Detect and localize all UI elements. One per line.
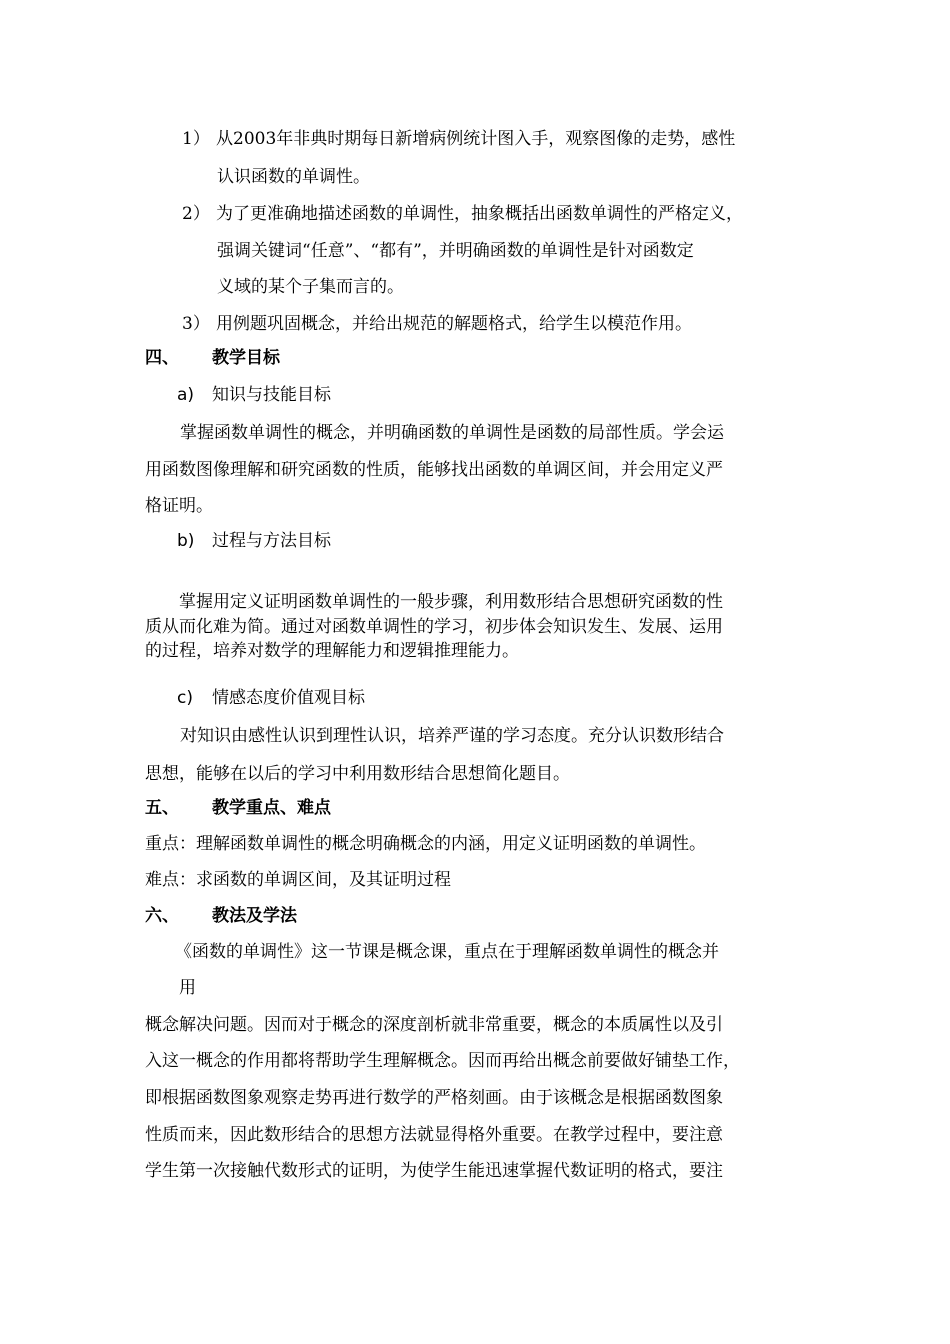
section-6-paragraph-line-3: 概念解决问题。因而对于概念的深度剖析就非常重要，概念的本质属性以及引 <box>145 1015 723 1035</box>
subsection-a-paragraph-line-1: 掌握函数单调性的概念，并明确函数的单调性是函数的局部性质。学会运 <box>180 423 724 443</box>
section-6-paragraph-line-5: 即根据函数图象观察走势再进行数学的严格刻画。由于该概念是根据函数图象 <box>145 1088 723 1108</box>
section-6-paragraph-line-6: 性质而来，因此数形结合的思想方法就显得格外重要。在教学过程中，要注意 <box>145 1125 723 1145</box>
key-point-text: 重点：理解函数单调性的概念明确概念的内涵，用定义证明函数的单调性。 <box>145 834 706 854</box>
section-4-title: 教学目标 <box>212 348 280 368</box>
subsection-b-title: 过程与方法目标 <box>212 531 331 551</box>
subsection-a-label: a) <box>177 385 195 405</box>
list-item-1-line-1: 从2003年非典时期每日新增病例统计图入手，观察图像的走势，感性 <box>216 129 736 149</box>
list-item-2-line-1: 为了更准确地描述函数的单调性，抽象概括出函数单调性的严格定义， <box>216 204 743 224</box>
section-6-paragraph-line-1: 《函数的单调性》这一节课是概念课，重点在于理解函数单调性的概念并 <box>175 942 719 962</box>
section-6-paragraph-line-2: 用 <box>179 978 196 998</box>
subsection-b-paragraph-line-3: 的过程，培养对数学的理解能力和逻辑推理能力。 <box>145 641 519 661</box>
subsection-c-paragraph-line-2: 思想，能够在以后的学习中利用数形结合思想简化题目。 <box>145 764 570 784</box>
subsection-b-label: b) <box>177 531 195 551</box>
subsection-c-paragraph-line-1: 对知识由感性认识到理性认识，培养严谨的学习态度。充分认识数形结合 <box>180 726 724 746</box>
list-item-1-line-2: 认识函数的单调性。 <box>217 167 370 187</box>
list-item-2-line-2: 强调关键词“任意”、“都有”，并明确函数的单调性是针对函数定 <box>217 241 694 261</box>
list-item-3-line-1: 用例题巩固概念，并给出规范的解题格式，给学生以模范作用。 <box>216 314 692 334</box>
section-6-title: 教法及学法 <box>212 906 297 926</box>
section-6-paragraph-line-4: 入这一概念的作用都将帮助学生理解概念。因而再给出概念前要做好铺垫工作， <box>145 1051 740 1071</box>
difficult-point-text: 难点：求函数的单调区间，及其证明过程 <box>145 870 451 890</box>
subsection-a-title: 知识与技能目标 <box>212 385 331 405</box>
section-5-number: 五、 <box>145 798 179 818</box>
list-item-2-number: 2） <box>182 204 210 224</box>
subsection-b-paragraph-line-1: 掌握用定义证明函数单调性的一般步骤，利用数形结合思想研究函数的性 <box>179 592 723 612</box>
subsection-c-title: 情感态度价值观目标 <box>212 688 365 708</box>
list-item-1-number: 1） <box>182 129 210 149</box>
subsection-b-paragraph-line-2: 质从而化难为简。通过对函数单调性的学习，初步体会知识发生、发展、运用 <box>145 617 723 637</box>
section-6-number: 六、 <box>145 906 179 926</box>
section-4-number: 四、 <box>145 348 179 368</box>
subsection-a-paragraph-line-3: 格证明。 <box>145 496 213 516</box>
list-item-2-line-3: 义域的某个子集而言的。 <box>217 277 404 297</box>
list-item-3-number: 3） <box>182 314 210 334</box>
section-6-paragraph-line-7: 学生第一次接触代数形式的证明，为使学生能迅速掌握代数证明的格式，要注 <box>145 1161 723 1181</box>
section-5-title: 教学重点、难点 <box>212 798 331 818</box>
subsection-a-paragraph-line-2: 用函数图像理解和研究函数的性质，能够找出函数的单调区间，并会用定义严 <box>145 460 723 480</box>
subsection-c-label: c) <box>177 688 193 708</box>
